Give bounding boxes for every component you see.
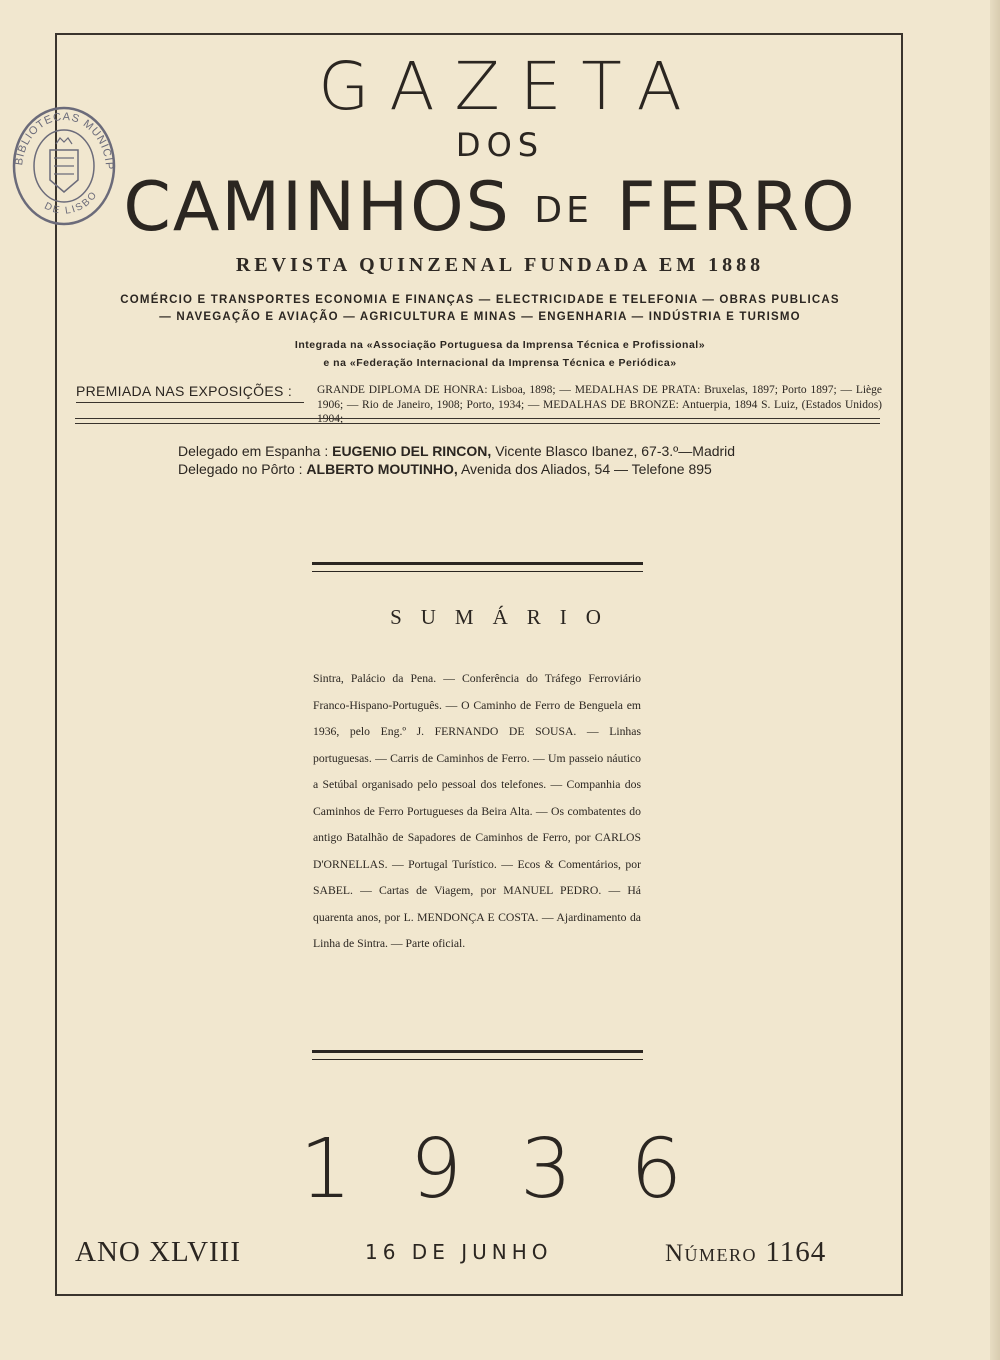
- masthead-title-caminhos-de-ferro: [75, 168, 905, 251]
- sumario-rule-bottom: [312, 1050, 643, 1060]
- delegate-spain-prefix: Delegado em Espanha :: [178, 443, 333, 459]
- association-notice: [0, 336, 1000, 372]
- masthead-subtitle: REVISTA QUINZENAL FUNDADA EM 1888: [235, 254, 765, 276]
- masthead-word-de: DE: [534, 190, 593, 231]
- topics-line-2: — NAVEGAÇÃO E AVIAÇÃO — AGRICULTURA E MINAS — ENGENHARIA — INDÚSTRIA E TURISMO: [159, 311, 801, 323]
- masthead-word-ferro: FERRO: [616, 168, 857, 247]
- awards-label-underline: [76, 402, 304, 403]
- awards-text: GRANDE DIPLOMA DE HONRA: Lisboa, 1898; — MEDALHAS DE PRATA: Bruxelas, 1897; Porto 1897; — Liège 1906; — Rio de Janeiro, 1908; Porto, 1934; — MEDALHAS DE BRONZE: Antuerpia, 1894 S. Luiz, (Estados Unidos) 1904;: [317, 384, 882, 425]
- stamp-text-top: BIBLIOTECAS MUNICIP: [13, 110, 116, 171]
- delegate-spain: [178, 442, 818, 460]
- delegate-porto: [178, 460, 818, 478]
- topics-list: [80, 292, 880, 326]
- stamp-text-bottom: DE LISBO: [42, 188, 101, 217]
- issue-year: 1936: [299, 1122, 741, 1217]
- delegate-porto-name: ALBERTO MOUTINHO,: [306, 461, 458, 477]
- delegate-spain-name: EUGENIO DEL RINCON,: [332, 443, 492, 459]
- masthead-title-gazeta: GAZETA: [318, 48, 702, 125]
- topics-line-1: COMÉRCIO E TRANSPORTES ECONOMIA E FINANÇAS — ELECTRICIDADE E TELEFONIA — OBRAS PUBLICAS: [120, 294, 840, 306]
- awards-label-text: PREMIADA NAS EXPOSIÇÕES :: [76, 383, 293, 399]
- association-line-2: e na «Federação Internacional da Imprensa Técnica e Periódica»: [323, 357, 677, 369]
- delegate-spain-address: Vicente Blasco Ibanez, 67-3.º—Madrid: [491, 443, 736, 459]
- sumario-rule-top: [312, 562, 643, 572]
- association-line-1: Integrada na «Associação Portuguesa da Imprensa Técnica e Profissional»: [294, 339, 706, 351]
- issue-ano: ANO XLVIII: [75, 1236, 241, 1268]
- delegates-block: [178, 442, 818, 478]
- masthead-word-caminhos: CAMINHOS: [123, 168, 511, 247]
- sumario-text: Sintra, Palácio da Pena. — Conferência do Tráfego Ferroviário Franco-Hispano-Português. — O Caminho de Ferro de Benguela em 1936, pelo Eng.º J. FERNANDO DE SOUSA. — Linhas portuguesas. — Carris de Caminhos de Ferro. — Um passeio náutico a Setúbal organisado pelo pessoal dos telefones. — Companhia dos Caminhos de Ferro Portugueses da Beira Alta. — Os combatentes do antigo Batalhão de Sapadores de Caminhos de Ferro, por CARLOS D'ORNELLAS. — Portugal Turístico. — Ecos & Comentários, por SABEL. — Cartas de Viagem, por MANUEL PEDRO. — Há quarenta anos, por L. MENDONÇA E COSTA. — Ajardinamento da Linha de Sintra. — Parte oficial.: [313, 672, 641, 950]
- awards-label: [76, 383, 292, 399]
- issue-date: 16 DE JUNHO: [365, 1240, 553, 1264]
- delegate-porto-address: Avenida dos Aliados, 54 — Telefone 895: [457, 461, 712, 477]
- awards-divider: [75, 418, 880, 424]
- sumario-title: SUMÁRIO: [390, 605, 620, 629]
- masthead-title-dos: DOS: [455, 126, 545, 164]
- delegate-porto-prefix: Delegado no Pôrto :: [178, 461, 307, 477]
- issue-number-value: 1164: [765, 1236, 827, 1268]
- issue-number-label: Número: [665, 1240, 758, 1267]
- issue-number: [665, 1236, 826, 1269]
